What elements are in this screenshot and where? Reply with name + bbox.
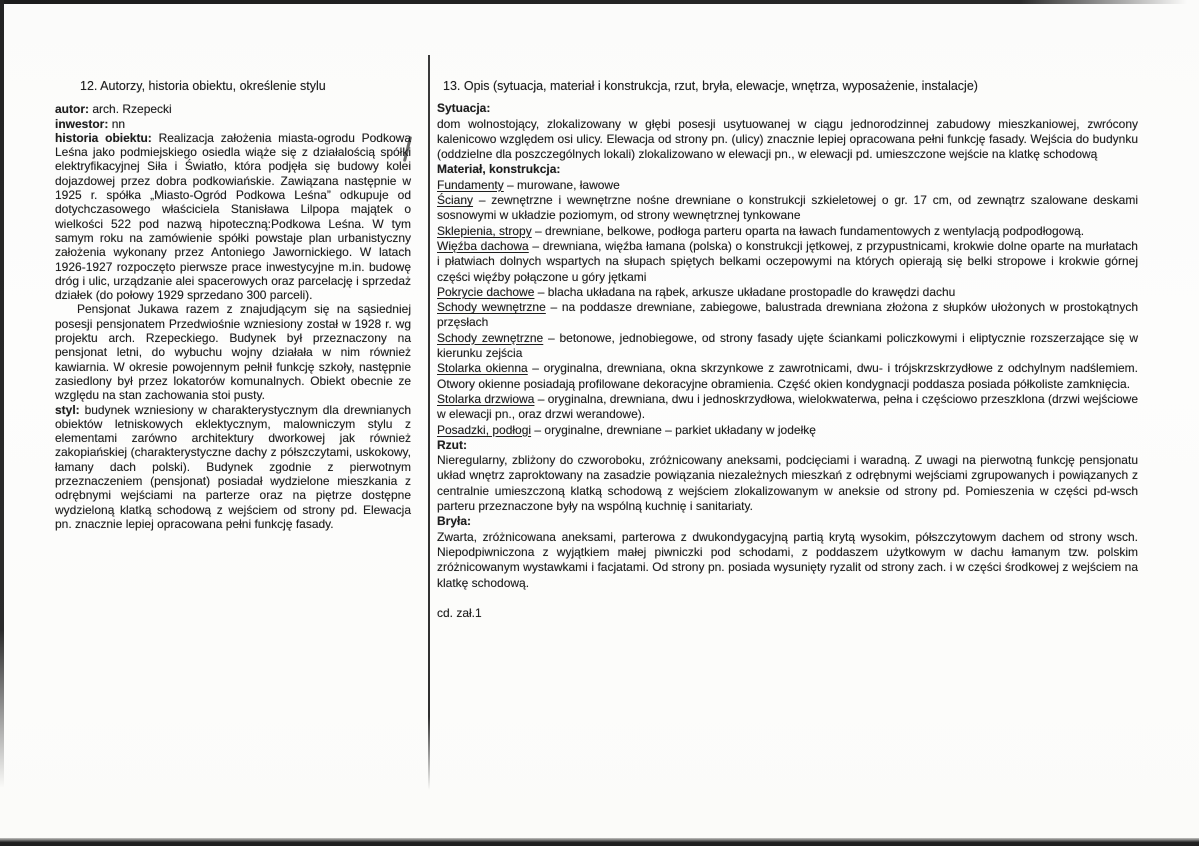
- material-desc: – na poddasze drewniane, zabiegowe, balustrada drewniana złożona z słupków ułożonych w prostokątnych przęsłach: [437, 300, 1138, 330]
- section-13-description: [437, 79, 1138, 621]
- material-term: Fundamenty: [437, 177, 504, 192]
- material-item-roofing: [437, 285, 1138, 300]
- author-field: [55, 102, 411, 116]
- material-desc: – oryginalna, drewniana, dwu i jednoskrzydłowa, wielokwaterwa, pełna i częściowo przeszklona (drzwi wejściowe w elewacji pn., oraz drzwi werandowe).: [437, 391, 1138, 422]
- material-term: Stolarka okienna: [437, 361, 528, 376]
- history-paragraph: [55, 131, 411, 303]
- material-item-walls: [437, 193, 1138, 224]
- material-term: Więźba dachowa: [437, 238, 529, 253]
- situation-text: dom wolnostojący, zlokalizowany w głębi posesji usytuowanej w ciągu jednorodzinnej zabudowy mieszkaniowej, zwrócony kalenicowo względem osi ulicy. Elewacja od strony pn. (ulicy) znacznie lepiej opracowana pełni funkcję fasady. Wejścia do budynku (oddzielne dla poszczególnych lokali) zlokalizowano w elewacji pn., w elewacji pd. umieszczone wejście na klatkę schodową: [437, 116, 1138, 162]
- author-label: autor:: [55, 102, 89, 117]
- plan-text: Nieregularny, zbliżony do czworoboku, zróżnicowany aneksami, podcięciami i waradną. Z uwagi na pierwotną funkcję pensjonatu układ wnętrz zaproktowany na zasadzie powiązania niezależnych mieszkań z odrębnymi wejściami zgrupowanych i powiązanych z centralnie umieszczoną klatką schodową z wejściem zlokalizowanym w aneksie od strony pd. Pomieszenia w części pd-wsch parteru przeznaczone były na wspólną kuchnię i sanitariaty.: [437, 453, 1138, 514]
- material-term: Posadzki, podłogi: [437, 422, 532, 437]
- scan-edge-top: [0, 0, 1199, 4]
- investor-field: [55, 117, 411, 131]
- material-item-door-joinery: [437, 392, 1138, 423]
- section-13-title: 13. Opis (sytuacja, materiał i konstrukcja, rzut, bryła, elewacje, wnętrza, wyposażenie, instalacje): [443, 79, 978, 93]
- author-value: arch. Rzepecki: [92, 102, 172, 117]
- investor-label: inwestor:: [55, 116, 109, 131]
- massing-heading: Bryła:: [437, 514, 472, 529]
- continuation-note: cd. zał.1: [437, 605, 482, 620]
- material-term: Schody zewnętrzne: [437, 330, 544, 345]
- material-desc: – oryginalna, drewniana, okna skrzynkowe z zawrotnicami, dwu- i trójskrzskrzydłowe z odchylnym nadślemiem. Otwory okienne posiadają profilowane dekoracyjne obramienia. Część okien kondygnacji poddasza posiada półkoliste zamknięcia.: [437, 361, 1139, 391]
- history-text: Realizacja założenia miasta-ogrodu Podkowa Leśna jako podmiejskiego osiedla wiąże się z działalością spółki elektryfikacyjnej Siła i Światło, która podjęła się budowy kolei dojazdowej przez dobra podkowiańskie. Zawiązana następnie w 1925 r. spółka „Miasto-Ogród Podkowa Leśna” odkupuje od dotychczasowego właściciela Stanisława Lilpopa majątek o wielkości 522 pod nazwą hipoteczną:Podkowa Leśna. W tym samym roku na zamówienie spółki powstaje plan urbanistyczny założenia wykonany przez Antoniego Jawornickiego. W latach 1926-1927 rozpoczęto pierwsze prace inwestycyjne m.in. budowę dróg i ulic, urządzanie alei spacerowych oraz parcelację i sprzedaż działek (do połowy 1929 sprzedano 300 parceli).: [55, 130, 411, 303]
- material-desc: – zewnętrzne i wewnętrzne nośne drewniane o konstrukcji szkieletowej o gr. 17 cm, od zewnątrz szalowane deskami sosnowymi w układzie poziomym, od strony wewnętrznej tynkowane: [437, 193, 1138, 223]
- style-text: budynek wzniesiony w charakterystycznym dla drewnianych obiektów letniskowych eklektycznym, malowniczym stylu z elementami zarówno architektury dworkowej jak również zakopiańskiej (charakterystyczne dachy z półszczytami, uskokowy, łamany dach polski). Budynek zgodnie z pierwotnym przeznaczeniem (pensjonat) posiadał wydzielone mieszkania z odrębnymi wejściami na parterze oraz na piętrze dostępne wydzieloną klatką schodową z wejściem od strony pd. Elewacja pn. znacznie lepiej opracowana pełni funkcję fasady.: [55, 402, 412, 531]
- material-desc: – drewniane, belkowe, podłoga parteru oparta na ławach fundamentowych z wentylacją podpodłogową.: [531, 223, 1085, 238]
- material-item-roof-truss: [437, 239, 1138, 285]
- column-divider-line: [428, 55, 430, 790]
- massing-text: Zwarta, zróżnicowana aneksami, parterowa z dwukondygacyjną partią krytą wysokim, półszczytowym dachem od strony wsch. Niepodpiwniczona z wyjątkiem małej piwniczki pod schodami, z poddaszem użytkowym w dachu łamanym tzw. polskim zróżnicowanym wystawkami i facjatami. Od strony pn. posiada wysunięty ryzalit od strony zach. i w części środkowej z wejściem na klatkę schodową.: [437, 529, 1138, 590]
- material-term: Ściany: [437, 193, 474, 208]
- material-desc: – oryginalne, drewniane – parkiet układany w jodełkę: [531, 422, 816, 437]
- pensjonat-history-paragraph: Pensjonat Jukawa razem z znajudjącym się na sąsiedniej posesji pensjonatem Przedwiośnie wzniesiony został w 1928 r. wg projektu arch. Rzepeckiego. Budynek był przeznaczony na pensjonat letni, do wybuchu wojny działała w nim również kawiarnia. W okresie powojennym pełnił funkcję szkoły, następnie zasiedlony był przez lokatorów komunalnych. Obiekt obecnie ze względu na stan zachowania stoi pusty.: [55, 302, 411, 403]
- material-desc: – betonowe, jednobiegowe, od strony fasady ujęte ściankami policzkowymi i eliptycznie rozszerzające się w kierunku zejścia: [437, 330, 1138, 361]
- plan-heading: Rzut:: [437, 437, 467, 452]
- material-item-internal-stairs: [437, 300, 1138, 331]
- material-term: Pokrycie dachowe: [437, 284, 535, 299]
- scan-edge-left: [0, 0, 4, 788]
- style-paragraph: [55, 403, 411, 532]
- section-12-title: 12. Autorzy, historia obiektu, określenie stylu: [80, 79, 326, 93]
- section-12-authors-history-style: [55, 79, 411, 531]
- material-item-external-stairs: [437, 331, 1138, 362]
- material-term: Stolarka drzwiowa: [437, 391, 535, 406]
- material-term: Sklepienia, stropy: [437, 223, 532, 238]
- material-desc: – blacha układana na rąbek, arkusze układane prostopadle do krawędzi dachu: [534, 284, 956, 299]
- scan-edge-bottom: [0, 838, 1199, 846]
- situation-heading: Sytuacja:: [437, 101, 491, 116]
- material-desc: – murowane, ławowe: [503, 177, 620, 192]
- material-item-foundations: [437, 178, 1138, 193]
- style-label: styl:: [55, 402, 80, 417]
- history-label: historia obiektu:: [55, 130, 152, 145]
- material-desc: – drewniana, więźba łamana (polska) o konstrukcji jętkowej, z przypustnicami, krokwie dolne oparte na murłatach i płatwiach dolnych wspartych na słupach spiętych belkami oczepowymi na których opierają się belki stropowe i krokwie górnej części więźby połączone u góry jętkami: [437, 238, 1138, 284]
- material-item-window-joinery: [437, 361, 1138, 392]
- material-item-floors: [437, 423, 1138, 438]
- material-construction-heading: Materiał, konstrukcja:: [437, 162, 561, 177]
- material-item-vaults-ceilings: [437, 224, 1138, 239]
- investor-value: nn: [111, 116, 126, 131]
- material-term: Schody wewnętrzne: [437, 300, 546, 315]
